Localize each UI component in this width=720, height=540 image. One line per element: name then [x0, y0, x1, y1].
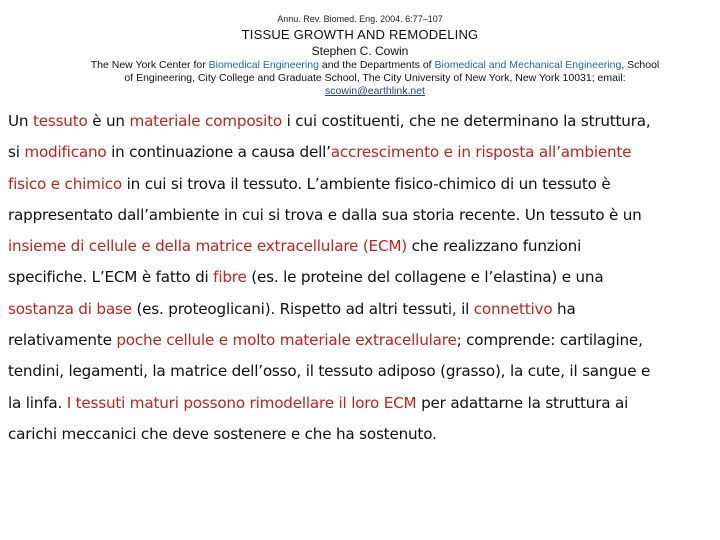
text-run: in cui si trova il tessuto. L’ambiente fisico-chimico di un tessuto è: [122, 174, 611, 193]
paragraph-line: [8, 137, 714, 168]
text-run: per adattarne la struttura ai: [416, 393, 629, 412]
highlighted-term: modificano: [24, 143, 107, 162]
affiliation-text: of Engineering, City College and Graduate School, The City University of New York, New York 10031; email:: [124, 72, 626, 84]
paragraph-line: [8, 356, 714, 387]
highlighted-term: fisico e chimico: [8, 174, 122, 193]
paragraph-line: [8, 294, 714, 325]
highlighted-term: connettivo: [473, 299, 553, 318]
paragraph-line: [8, 200, 714, 231]
text-run: (es. proteoglicani). Rispetto ad altri tessuti, il: [131, 299, 474, 318]
text-run: (es. le proteine del collagene e l’elastina) e una: [246, 268, 604, 287]
text-run: in continuazione a causa dell’: [106, 143, 331, 162]
affiliation-text: , School: [621, 59, 660, 71]
text-run: Un: [8, 112, 33, 130]
affiliation-text: The New York Center for: [90, 59, 209, 71]
highlighted-term: materiale composito: [129, 112, 282, 130]
journal-citation: Annu. Rev. Biomed. Eng. 2004. 6:77–107: [277, 14, 443, 24]
author-affiliation: [70, 59, 680, 98]
text-run: relativamente: [8, 331, 117, 350]
highlighted-term: sostanza di base: [8, 299, 132, 318]
highlighted-term: insieme di cellule e della matrice extracellulare (ECM): [8, 237, 407, 256]
affiliation-highlight: Biomedical and Mechanical Engineering: [434, 59, 622, 71]
text-run: la linfa.: [8, 393, 67, 412]
text-run: tendini, legamenti, la matrice dell’osso, il tessuto adiposo (grasso), la cute, il sangue e: [8, 362, 651, 381]
highlighted-term: poche cellule e molto materiale extracellulare: [116, 331, 457, 350]
email-link[interactable]: scowin@earthlink.net: [325, 85, 425, 97]
highlighted-term: I tessuti maturi possono rimodellare il loro ECM: [66, 393, 417, 412]
text-run: che realizzano funzioni: [407, 237, 582, 256]
text-run: è un: [87, 112, 130, 130]
paragraph-line: [8, 419, 714, 450]
text-run: ha: [552, 299, 576, 318]
body-paragraph: [8, 106, 714, 450]
paragraph-line: [8, 325, 714, 356]
paragraph-line: [8, 262, 714, 293]
paragraph-line: [8, 388, 714, 419]
paper-author: Stephen C. Cowin: [311, 44, 409, 58]
affiliation-text: and the Departments of: [318, 59, 435, 71]
text-run: si: [8, 143, 25, 162]
text-run: rappresentato dall’ambiente in cui si trova e dalla sua storia recente. Un tessuto è un: [8, 205, 642, 224]
text-run: carichi meccanici che deve sostenere e che ha sostenuto.: [8, 424, 437, 443]
text-run: i cui costituenti, che ne determinano la struttura,: [282, 112, 651, 130]
text-run: ; comprende: cartilagine,: [456, 331, 643, 350]
highlighted-term: accrescimento e in risposta all’ambiente: [330, 143, 632, 162]
paper-title: TISSUE GROWTH AND REMODELING: [241, 27, 479, 42]
paragraph-line: [8, 106, 714, 137]
paragraph-line: [8, 231, 714, 262]
text-run: specifiche. L’ECM è fatto di: [8, 268, 214, 287]
paragraph-line: [8, 169, 714, 200]
highlighted-term: tessuto: [32, 112, 88, 130]
highlighted-term: fibre: [213, 268, 247, 287]
affiliation-highlight: Biomedical Engineering: [208, 59, 319, 71]
